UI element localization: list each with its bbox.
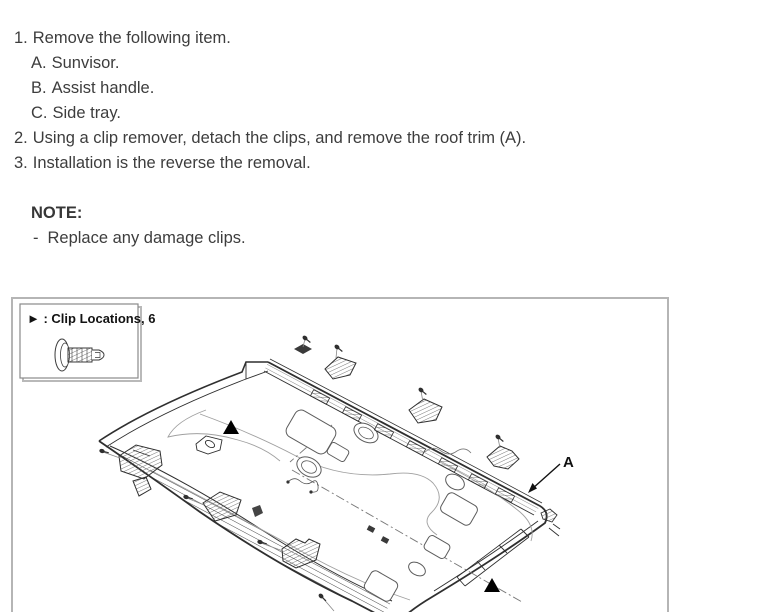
step-1-number: 1. [14,29,28,47]
step-3-text: Installation is the reverse the removal. [32,154,311,172]
step-3-number: 3. [14,154,28,172]
step-1-text: Remove the following item. [32,29,231,47]
step-2-number: 2. [14,129,28,147]
sub-b-text: Assist handle. [51,79,155,97]
sub-c-text: Side tray. [52,104,121,122]
note-label: NOTE: [31,204,83,222]
step-2-text: Using a clip remover, detach the clips, and remove the roof trim (A). [32,129,527,147]
note-bullet: - [33,229,39,247]
legend-label: ► : Clip Locations, 6 [27,311,156,326]
note-text: Replace any damage clips. [47,229,246,247]
sub-b-letter: B. [31,79,47,97]
sub-a-letter: A. [31,54,47,72]
legend-box [20,304,155,381]
sub-a-text: Sunvisor. [51,54,120,72]
part-label-a-text: A [563,454,574,471]
sub-c-letter: C. [31,104,48,122]
